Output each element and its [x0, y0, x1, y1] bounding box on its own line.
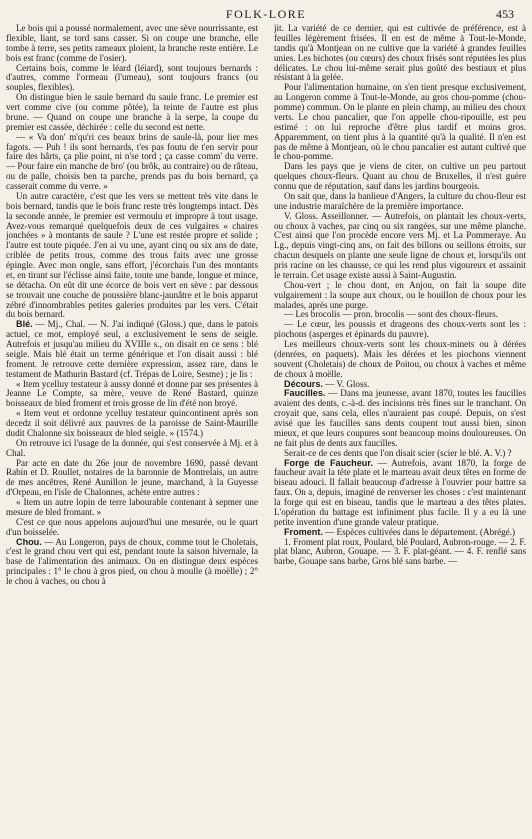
paragraph: 1. Froment plat roux, Poulard, blé Poulard, Aubron-rouge. — 2. F. plat blanc, Aubron, Gouape. — 3. F. plat-géant. — 4. F. renflé sans barbe, Gouape sans barbe, Gros blé sans barbe. — — [274, 536, 526, 567]
paragraph: On sait que, dans la banlieue d'Angers, la culture du chou-fleur est une industrie maraîchère de la première importance. — [274, 190, 526, 211]
paragraph: Serait-ce de ces dents que l'on disait scier (scier le blé. A. V.) ? — [284, 447, 512, 458]
paragraph: Les meilleurs choux-verts sont les choux-minets ou à dérées (denrées, en paquets). Mais les dérées et les piochons viennent souvent (Choletais) de choux de Poitou, ou choux à vaches et même de choux à moëlle. — [274, 339, 526, 379]
quotation: « Item veut et ordonne ycelluy testateur quincontinent après son decedz il soit délivré aux pauvres de la paroisse de Saint-Maurille dudit Chalonne six boisseaux de bled seigle. » (1574.) — [6, 408, 258, 438]
entry-text: — Dans ma jeunesse, avant 1870, toutes les faucilles avaient des dents, c.-à-d. des incisions très fines sur le tranchant. On croyait que, sans cela, elles n'auraient pas coupé. Depuis, on s'est avisé que les faucilles sans dents coupent tout aussi bien, sinon mieux, et que leurs coupures sont beaucoup moins douloureuses. On ne fait plus de dents aux faucilles. — [274, 388, 526, 448]
paragraph: — Les brocolis — pron. brocolis — sont des choux-fleurs. — [284, 309, 498, 320]
entry-faucilles — [274, 389, 526, 448]
entry-heading: Décours. — [284, 378, 323, 389]
entry-text: — V. Gloss. — [322, 378, 370, 389]
paragraph: On distingue bien le saule bernard du saule franc. Le premier est vert comme cive (ou comme pôtée), la teinte de l'autre est plus brune. — Quand on coupe une branche à la serpe, la coupe du premier est cassée, déchirée : celle du second est nette. — [6, 92, 258, 132]
entry-forge — [274, 459, 526, 528]
quotation: « Item ycelluy testateur à aussy donné et donne par ses présentes à Jeanne Le Compte, sa mère, veuve de René Bastard, quinze boisseaux de bled froment et trois grosse de lin d'été non broyé. — [6, 378, 258, 409]
paragraph: Le bois qui a poussé normalement, avec une sève nourrissante, est flexible, liant, se tord sans casser. Si on coupe une branche, elle tombe à terre, ses petits rameaux ploient, la branche reste entière. Le bois est franc (comme de l'osier). — [6, 24, 258, 63]
entry-text: — Mj., Chal. — N. J'ai indiqué (Gloss.) que, dans le patois actuel, ce mot, employé seul, a exclusivement le sens de seigle. Autrefois et jusqu'au milieu du XVIIIe s., on disait en ce sens : blé seigle. Mais blé était un terme générique et l'on disait aussi : blé froment. Je retrouve cette dernière expression, assez rare, dans le testament de Mathurin Bastard (cf. Trépas de Loire, Sesme) ; je lis : — [6, 319, 258, 379]
running-title: FOLK-LORE — [225, 7, 307, 21]
entry-text: — Espèces cultivées dans le département. (Abrégé.) — [322, 526, 516, 537]
page-number: 453 — [496, 7, 514, 21]
entry-heading: Blé. — [16, 319, 33, 330]
paragraph: Pour l'alimentation humaine, on s'en tient presque exclusivement, au Longeron comme à Tout-le-Monde, au gros chou-pomme (chou-pomme) commun. On le plante en plein champ, au milieu des choux verts. Le chou pancalier, que l'on appelle chou-ripouille, est peu estimé : on lui reproche d'être plus tardif et moins gros. Apparemment, on tient plus à la quantité qu'à la qualité. Il n'en est pas de même à Montjean, où le chou pancalier est autant cultivé que le chou-pomme. — [274, 82, 526, 162]
entry-heading: Froment. — [284, 526, 323, 537]
paragraph: V. Gloss. Asseillonner. — Autrefois, on plantait les choux-verts, ou choux à vaches, par cinq ou six rangées, sur une même planche. C'est ainsi que l'on procède encore vers Mj. et La Pommeraye. Au Lg., depuis vingt-cinq ans, on fait des billons ou seillons étroits, sur chacun desquels on plante une seule ligne de choux et, lorsqu'ils ont pris racine on les chausse, ce qui les rend plus vigoureux et assainit le terrain. Cet usage existe aussi à Saint-Augustin. — [274, 210, 526, 280]
entry-ble — [6, 320, 258, 379]
entry-text: — Au Longeron, pays de choux, comme tout le Choletais, c'est le grand chou vert qui est, pendant toute la saison hivernale, la base de l'alimentation des animaux. On en distingue deux espèces principales : 1° le chou à gros pied, ou chou à moulle (à moëlle) ; 2° le chou à vaches, ou chou à — [6, 536, 258, 586]
entry-text: — Autrefois, avant 1870, la forge de faucheur avait la tête plate et le marteau avait deux têtes en forme de biseau adouci. Il fallait beaucoup d'adresse à l'ouvrier pour battre sa faux. On a, depuis, imaginé de renverser les choses : c'est maintenant la forge qui est en biseau, tandis que le marteau a des têtes plates. L'opération du battage est infiniment plus facile. Il y a eu là une petite invention d'une grande valeur pratique. — [274, 457, 526, 527]
paragraph: Certains bois, comme le léard (léiard), sont toujours bernards : d'autres, comme l'ormeau (l'umeau), sont toujours francs (ou souples, flexibles). — [6, 62, 258, 93]
paragraph: Un autre caractère, c'est que les vers se mettent très vite dans le bois bernard, tandis que le bois franc reste très longtemps intact. Dès la seconde année, le premier est vermoulu et impropre à tout usage. Avez-vous remarqué quelquefois deux de ces vulgaires « chaires jonchées » à montants de saule ? L'une est restée propre et solide ; l'autre est toute piquée. J'en ai vu une, ayant cinq ou six ans de date, criblée de petits trous, comme des trous faits avec une grosse épingle. Avec mon ongle, sans effort, j'écorchais l'un des montants et, en tirant sur l'éclisse ainsi faite, toute une bande, longue et mince, se détacha. On eût dit une écorce de bois vert en sève : par dessous se trouvait une couche de poussière blanc-jaunâtre et le bois apparut zébré d'innombrables petites galeries produites par les vers. C'était du bois bernard. — [6, 190, 258, 320]
right-column — [274, 24, 526, 836]
paragraph: C'est ce que nous appelons aujourd'hui une mesurée, ou le quart d'un boisselée. — [6, 516, 258, 537]
paragraph: Par acte en date du 26e jour de novembre 1690, passé devant Rabin et D. Roullet, notaires de la baronnie de Montrelais, un autre de mes ancêtres, René Aunillon le jeune, marchand, à la Guyesse d'Orpeau, en l'isle de Chalonnes, achète entre autres : — [6, 457, 258, 498]
paragraph: jit. La variété de ce dernier, qui est cultivée de préférence, est à feuilles légèrement frisées. Il en est de même à Tout-le-Monde, tandis qu'à Montjean on ne cultive que la variété à grandes feuilles unies. Les bichotes (ou cœurs) des choux frisés sont réputées les plus délicates. Le chou lui-même serait plus goûté des bestiaux et plus résistant à la gelée. — [274, 24, 526, 83]
left-column — [6, 24, 258, 836]
entry-chou — [6, 538, 258, 587]
paragraph: Chou-vert ; le chou dont, en Anjou, on fait la soupe dite vulgairement : la soupe aux choux, ou le bouillon de choux pour les malades, après une purge. — [274, 279, 526, 310]
paragraph: Dans les pays que je viens de citer, on cultive un peu partout quelques choux-fleurs. Quant au chou de Bruxelles, il n'est guère connu que de réputation, sauf dans les jardins bourgeois. — [274, 161, 526, 191]
paragraph: — Le cœur, les poussis et drageons des choux-verts sont les : piochons (asperges et épinards du pauvre). — [274, 319, 526, 340]
quotation: « Item un autre lopin de terre labourable contenant à sepmer une mesure de bled fromant. » — [6, 497, 258, 517]
page-header — [0, 4, 532, 22]
paragraph: — « Va don' m'qu'ri ces beaux brins de saule-là, pour lier mes fagots. — Puh ! ils sont bernards, t'es pas foutu de t'en servir pour faire des hârts, ça plie point, ni n'se tord ; ça casse comm' du verre. — Pour faire ein manche de bro' (ou brôk, au contraire) ou de râteau, ou de palle, choisis ben ta parche, prends pas du bois bernard, ça casserait comme du verre. » — [6, 131, 258, 191]
entry-heading: Faucilles. — [284, 388, 326, 399]
entry-heading: Forge de Faucheur. — [284, 457, 373, 468]
paragraph: On retrouve ici l'usage de la donnée, qui s'est conservée à Mj. et à Chal. — [6, 437, 258, 458]
entry-heading: Chou. — [16, 536, 42, 547]
